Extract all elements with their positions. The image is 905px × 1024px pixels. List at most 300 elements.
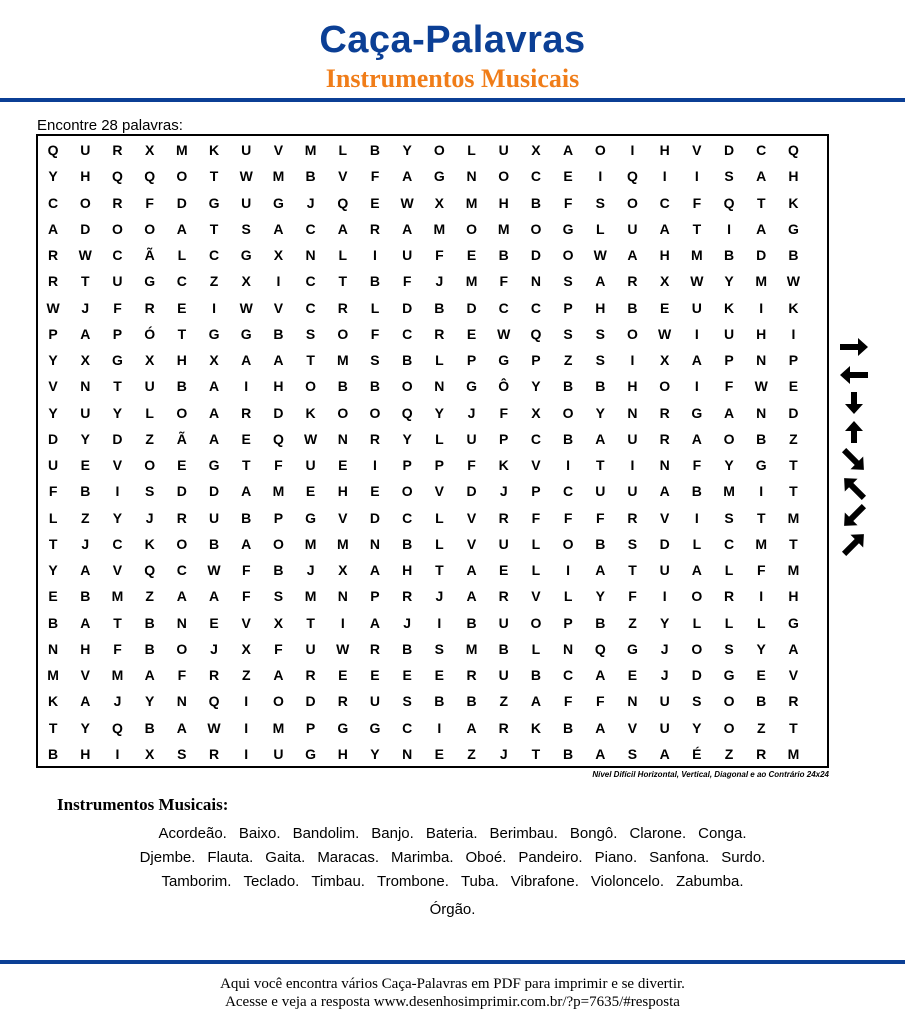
grid-cell: M bbox=[755, 535, 768, 552]
grid-cell: F bbox=[274, 640, 283, 657]
grid-cell: H bbox=[659, 247, 670, 264]
grid-cell: B bbox=[723, 247, 735, 264]
grid-cell: F bbox=[692, 457, 702, 474]
grid-cell: T bbox=[692, 220, 702, 237]
grid-cell: D bbox=[80, 220, 91, 237]
grid-cell: Y bbox=[531, 378, 541, 395]
grid-cell: U bbox=[80, 142, 91, 159]
grid-cell: I bbox=[694, 509, 699, 526]
grid-cell: Q bbox=[112, 168, 123, 185]
grid-cell: B bbox=[466, 614, 477, 631]
grid-cell: R bbox=[466, 667, 477, 684]
grid-cell: A bbox=[273, 667, 284, 684]
grid-cell: P bbox=[48, 325, 58, 342]
grid-cell: B bbox=[241, 509, 252, 526]
grid-cell: A bbox=[208, 378, 220, 395]
grid-cell: Y bbox=[112, 509, 123, 526]
grid-cell: N bbox=[402, 745, 413, 762]
word-item: Oboé. bbox=[465, 849, 507, 866]
grid-cell: A bbox=[402, 220, 413, 237]
grid-cell: Y bbox=[48, 168, 58, 185]
grid-cell: L bbox=[563, 588, 573, 605]
grid-cell: P bbox=[788, 352, 799, 369]
bottom-divider bbox=[0, 960, 905, 964]
grid-cell: F bbox=[563, 693, 573, 710]
grid-cell: B bbox=[80, 483, 91, 500]
arrow-right-icon bbox=[838, 335, 870, 361]
grid-cell: O bbox=[659, 378, 671, 395]
grid-cell: X bbox=[659, 352, 670, 369]
grid-cell: L bbox=[724, 614, 734, 631]
grid-cell: S bbox=[177, 745, 187, 762]
grid-cell: L bbox=[756, 614, 766, 631]
grid-cell: S bbox=[627, 535, 638, 552]
grid-cell: É bbox=[692, 745, 702, 762]
grid-cell: F bbox=[563, 509, 573, 526]
arrow-down-left-icon bbox=[838, 504, 870, 530]
grid-cell: U bbox=[498, 614, 509, 631]
grid-cell: I bbox=[373, 457, 377, 474]
grid-cell: I bbox=[630, 142, 635, 159]
grid-cell: F bbox=[435, 247, 444, 264]
grid-cell: R bbox=[369, 430, 381, 447]
grid-cell: B bbox=[369, 273, 381, 290]
word-list-line bbox=[40, 898, 865, 922]
grid-cell: X bbox=[144, 352, 155, 369]
grid-cell: L bbox=[531, 562, 541, 579]
grid-cell: O bbox=[144, 457, 156, 474]
grid-cell: B bbox=[595, 378, 606, 395]
grid-cell: V bbox=[48, 378, 58, 395]
grid-cell: F bbox=[756, 562, 766, 579]
grid-cell: A bbox=[208, 588, 220, 605]
grid-cell: O bbox=[401, 483, 413, 500]
grid-cell: I bbox=[759, 588, 764, 605]
grid-cell: M bbox=[336, 352, 349, 369]
grid-cell: B bbox=[563, 378, 574, 395]
grid-cell: N bbox=[466, 168, 477, 185]
grid-cell: G bbox=[144, 273, 156, 290]
grid-cell: Q bbox=[530, 325, 542, 342]
grid-cell: U bbox=[305, 457, 316, 474]
grid-cell: T bbox=[306, 614, 315, 631]
grid-cell: L bbox=[467, 142, 476, 159]
grid-cell: A bbox=[691, 430, 702, 447]
grid-cell: E bbox=[434, 745, 445, 762]
grid-cell: R bbox=[112, 142, 123, 159]
grid-cell: H bbox=[80, 640, 91, 657]
grid-cell: M bbox=[465, 194, 478, 211]
grid-cell: E bbox=[627, 667, 638, 684]
grid-cell: Y bbox=[724, 273, 734, 290]
grid-cell: H bbox=[80, 168, 91, 185]
grid-cell: Ô bbox=[498, 378, 510, 395]
grid-cell: I bbox=[115, 483, 120, 500]
grid-cell: P bbox=[724, 352, 734, 369]
grid-cell: B bbox=[369, 142, 381, 159]
grid-cell: L bbox=[338, 142, 348, 159]
grid-cell: E bbox=[177, 299, 187, 316]
grid-cell: J bbox=[403, 614, 412, 631]
grid-cell: C bbox=[563, 483, 574, 500]
letter-grid bbox=[36, 137, 810, 767]
grid-cell: P bbox=[305, 719, 316, 736]
grid-cell: N bbox=[756, 404, 767, 421]
grid-cell: E bbox=[402, 667, 412, 684]
grid-cell: B bbox=[144, 640, 155, 657]
grid-cell: H bbox=[80, 745, 91, 762]
grid-cell: Z bbox=[145, 430, 154, 447]
grid-cell: Z bbox=[724, 745, 734, 762]
grid-cell: B bbox=[80, 588, 91, 605]
grid-cell: B bbox=[627, 299, 638, 316]
grid-cell: B bbox=[402, 352, 413, 369]
grid-cell: J bbox=[435, 273, 444, 290]
grid-cell: O bbox=[272, 693, 284, 710]
grid-cell: X bbox=[80, 352, 90, 369]
word-item: Baixo. bbox=[238, 825, 281, 842]
grid-cell: U bbox=[498, 667, 509, 684]
word-item: Piano. bbox=[594, 849, 638, 866]
grid-cell: R bbox=[498, 719, 509, 736]
grid-cell: C bbox=[402, 719, 413, 736]
grid-cell: A bbox=[595, 667, 606, 684]
grid-cell: O bbox=[530, 614, 542, 631]
grid-cell: W bbox=[303, 430, 318, 447]
grid-cell: W bbox=[78, 247, 92, 264]
page-title: Caça-Palavras bbox=[319, 19, 586, 61]
grid-cell: Ã bbox=[144, 247, 155, 264]
grid-cell: D bbox=[112, 430, 123, 447]
grid-cell: I bbox=[759, 299, 764, 316]
grid-cell: T bbox=[48, 535, 58, 552]
grid-cell: Z bbox=[563, 352, 573, 369]
grid-cell: B bbox=[273, 562, 284, 579]
grid-cell: G bbox=[208, 194, 220, 211]
grid-cell: Y bbox=[48, 404, 58, 421]
grid-cell: O bbox=[176, 168, 188, 185]
grid-cell: I bbox=[340, 614, 345, 631]
grid-cell: M bbox=[787, 509, 800, 526]
grid-cell: W bbox=[239, 168, 253, 185]
grid-cell: E bbox=[370, 194, 380, 211]
grid-cell: C bbox=[208, 247, 220, 264]
grid-cell: I bbox=[598, 168, 603, 185]
grid-cell: M bbox=[787, 745, 800, 762]
grid-cell: M bbox=[111, 588, 124, 605]
grid-cell: R bbox=[402, 588, 413, 605]
grid-cell: X bbox=[144, 745, 155, 762]
grid-cell: M bbox=[723, 483, 735, 500]
grid-cell: G bbox=[723, 667, 735, 684]
grid-cell: C bbox=[756, 142, 767, 159]
grid-cell: U bbox=[369, 693, 381, 710]
grid-cell: U bbox=[595, 483, 606, 500]
grid-cell: A bbox=[369, 562, 381, 579]
grid-cell: U bbox=[48, 457, 59, 474]
word-item: Banjo. bbox=[371, 825, 414, 842]
grid-cell: O bbox=[112, 220, 123, 237]
grid-cell: B bbox=[595, 535, 606, 552]
grid-cell: L bbox=[435, 535, 444, 552]
grid-cell: A bbox=[627, 247, 638, 264]
grid-cell: I bbox=[437, 719, 442, 736]
grid-cell: U bbox=[80, 404, 91, 421]
grid-cell: J bbox=[306, 194, 315, 211]
grid-cell: A bbox=[723, 404, 735, 421]
grid-cell: M bbox=[787, 562, 800, 579]
grid-cell: Y bbox=[434, 404, 445, 421]
grid-cell: D bbox=[723, 142, 735, 159]
grid-cell: O bbox=[562, 535, 574, 552]
grid-cell: L bbox=[48, 509, 58, 526]
grid-cell: E bbox=[209, 614, 219, 631]
grid-cell: F bbox=[370, 325, 380, 342]
grid-cell: G bbox=[240, 325, 252, 342]
grid-cell: T bbox=[789, 535, 798, 552]
grid-cell: R bbox=[208, 667, 220, 684]
grid-cell: F bbox=[563, 194, 573, 211]
grid-cell: P bbox=[499, 430, 509, 447]
grid-cell: A bbox=[691, 352, 702, 369]
grid-cell: F bbox=[113, 640, 122, 657]
grid-cell: F bbox=[370, 168, 380, 185]
grid-cell: G bbox=[240, 247, 252, 264]
grid-cell: A bbox=[241, 535, 252, 552]
grid-cell: T bbox=[789, 719, 798, 736]
grid-cell: L bbox=[177, 247, 187, 264]
grid-cell: F bbox=[145, 194, 154, 211]
grid-cell: D bbox=[273, 404, 284, 421]
grid-cell: A bbox=[273, 352, 284, 369]
grid-cell: R bbox=[241, 404, 252, 421]
grid-cell: D bbox=[530, 247, 541, 264]
grid-cell: M bbox=[336, 535, 349, 552]
grid-cell: Z bbox=[81, 509, 90, 526]
grid-cell: A bbox=[273, 220, 284, 237]
grid-cell: Q bbox=[627, 168, 638, 185]
grid-cell: T bbox=[113, 614, 122, 631]
grid-cell: B bbox=[305, 168, 316, 185]
grid-cell: L bbox=[531, 535, 541, 552]
grid-cell: C bbox=[723, 535, 735, 552]
grid-cell: Y bbox=[595, 588, 605, 605]
grid-cell: O bbox=[466, 220, 477, 237]
grid-cell: D bbox=[659, 535, 670, 552]
grid-cell: Z bbox=[467, 745, 476, 762]
grid-cell: D bbox=[691, 667, 702, 684]
grid-cell: W bbox=[336, 640, 350, 657]
grid-cell: B bbox=[563, 719, 574, 736]
grid-cell: W bbox=[497, 325, 511, 342]
grid-cell: W bbox=[658, 325, 672, 342]
grid-cell: E bbox=[466, 247, 477, 264]
grid-cell: B bbox=[756, 693, 767, 710]
grid-cell: Q bbox=[337, 194, 349, 211]
grid-cell: A bbox=[369, 614, 381, 631]
grid-cell: R bbox=[788, 693, 799, 710]
grid-cell: F bbox=[402, 273, 412, 290]
grid-cell: K bbox=[144, 535, 155, 552]
grid-cell: Y bbox=[112, 404, 123, 421]
grid-cell: G bbox=[466, 378, 477, 395]
word-list-title: Instrumentos Musicais: bbox=[57, 795, 229, 814]
grid-cell: M bbox=[304, 588, 317, 605]
grid-cell: C bbox=[112, 535, 123, 552]
word-list-line bbox=[40, 846, 865, 870]
grid-cell: H bbox=[176, 352, 187, 369]
grid-cell: X bbox=[659, 273, 670, 290]
grid-cell: S bbox=[273, 588, 284, 605]
grid-cell: W bbox=[46, 299, 60, 316]
word-item: Bandolim. bbox=[292, 825, 360, 842]
grid-cell: Y bbox=[402, 430, 412, 447]
grid-cell: H bbox=[402, 562, 413, 579]
grid-cell: Y bbox=[659, 614, 670, 631]
grid-cell: E bbox=[466, 325, 477, 342]
grid-cell: V bbox=[434, 483, 445, 500]
instruction-text: Encontre 28 palavras: bbox=[37, 117, 183, 134]
grid-cell: U bbox=[627, 430, 638, 447]
grid-cell: O bbox=[401, 378, 413, 395]
grid-cell: A bbox=[659, 745, 670, 762]
grid-cell: H bbox=[756, 325, 767, 342]
grid-cell: W bbox=[207, 562, 221, 579]
top-divider bbox=[0, 98, 905, 102]
grid-cell: A bbox=[337, 220, 348, 237]
grid-cell: A bbox=[659, 483, 670, 500]
grid-cell: X bbox=[531, 404, 541, 421]
grid-cell: Y bbox=[48, 562, 58, 579]
grid-cell: P bbox=[370, 588, 380, 605]
grid-cell: D bbox=[466, 299, 477, 316]
grid-cell: M bbox=[272, 168, 285, 185]
grid-cell: U bbox=[498, 142, 509, 159]
grid-cell: W bbox=[400, 194, 414, 211]
grid-cell: R bbox=[337, 299, 348, 316]
grid-cell: V bbox=[466, 509, 477, 526]
grid-cell: T bbox=[241, 457, 251, 474]
grid-cell: V bbox=[531, 588, 541, 605]
grid-cell: U bbox=[305, 640, 316, 657]
grid-cell: O bbox=[627, 325, 638, 342]
grid-cell: S bbox=[692, 693, 702, 710]
grid-cell: H bbox=[498, 194, 509, 211]
grid-cell: D bbox=[466, 483, 477, 500]
grid-cell: N bbox=[176, 614, 187, 631]
word-list-line bbox=[40, 822, 865, 846]
grid-cell: A bbox=[176, 588, 187, 605]
grid-cell: E bbox=[241, 430, 251, 447]
grid-cell: R bbox=[723, 588, 735, 605]
grid-cell: N bbox=[627, 693, 638, 710]
grid-cell: N bbox=[756, 352, 767, 369]
grid-cell: T bbox=[596, 457, 605, 474]
grid-cell: U bbox=[241, 194, 252, 211]
grid-cell: O bbox=[305, 378, 317, 395]
grid-cell: S bbox=[627, 745, 638, 762]
grid-cell: M bbox=[111, 667, 124, 684]
grid-cell: H bbox=[337, 745, 348, 762]
grid-cell: C bbox=[402, 509, 413, 526]
grid-cell: O bbox=[691, 640, 703, 657]
grid-cell: Z bbox=[789, 430, 798, 447]
grid-cell: N bbox=[80, 378, 91, 395]
word-item: Bateria. bbox=[425, 825, 478, 842]
grid-cell: R bbox=[305, 667, 316, 684]
grid-cell: F bbox=[724, 378, 734, 395]
grid-cell: L bbox=[596, 220, 605, 237]
grid-cell: C bbox=[530, 430, 541, 447]
grid-cell: B bbox=[756, 430, 767, 447]
grid-cell: I bbox=[727, 220, 731, 237]
grid-cell: V bbox=[80, 667, 90, 684]
grid-cell: C bbox=[402, 325, 413, 342]
grid-cell: N bbox=[337, 430, 348, 447]
grid-cell: G bbox=[305, 745, 317, 762]
grid-cell: N bbox=[434, 378, 445, 395]
grid-cell: E bbox=[338, 457, 348, 474]
grid-cell: U bbox=[627, 220, 638, 237]
grid-cell: F bbox=[531, 509, 541, 526]
grid-cell: P bbox=[402, 457, 412, 474]
grid-cell: T bbox=[209, 220, 219, 237]
grid-cell: S bbox=[370, 352, 380, 369]
grid-cell: B bbox=[144, 719, 155, 736]
grid-cell: S bbox=[724, 168, 734, 185]
grid-cell: P bbox=[466, 352, 477, 369]
grid-cell: C bbox=[176, 273, 187, 290]
grid-cell: M bbox=[691, 247, 703, 264]
grid-cell: E bbox=[499, 562, 509, 579]
grid-cell: A bbox=[595, 745, 606, 762]
word-item: Órgão. bbox=[429, 901, 476, 918]
grid-cell: U bbox=[273, 745, 284, 762]
arrow-up-icon bbox=[838, 420, 870, 446]
grid-cell: V bbox=[692, 142, 702, 159]
grid-cell: B bbox=[788, 247, 799, 264]
footer-link-line: Acesse e veja a resposta www.desenhosimprimir.com.br/?p=7635/#resposta bbox=[225, 994, 680, 1010]
grid-cell: V bbox=[338, 168, 348, 185]
grid-cell: R bbox=[756, 745, 767, 762]
grid-cell: J bbox=[499, 483, 508, 500]
grid-cell: C bbox=[112, 247, 123, 264]
grid-cell: I bbox=[694, 168, 699, 185]
grid-cell: Z bbox=[499, 693, 508, 710]
grid-cell: V bbox=[112, 562, 123, 579]
grid-cell: N bbox=[48, 640, 59, 657]
grid-cell: O bbox=[498, 168, 510, 185]
grid-cell: H bbox=[273, 378, 284, 395]
grid-cell: B bbox=[434, 693, 445, 710]
grid-cell: Y bbox=[80, 430, 90, 447]
word-item: Gaita. bbox=[265, 849, 306, 866]
grid-cell: T bbox=[531, 745, 541, 762]
grid-cell: I bbox=[566, 457, 571, 474]
grid-cell: T bbox=[48, 719, 58, 736]
grid-cell: R bbox=[659, 430, 670, 447]
grid-cell: O bbox=[627, 194, 638, 211]
grid-cell: R bbox=[369, 220, 381, 237]
word-item: Djembe. bbox=[139, 849, 196, 866]
grid-cell: Z bbox=[209, 273, 219, 290]
grid-cell: L bbox=[145, 404, 154, 421]
grid-cell: Q bbox=[787, 142, 799, 159]
grid-cell: B bbox=[691, 483, 702, 500]
grid-cell: I bbox=[759, 483, 764, 500]
grid-cell: K bbox=[723, 299, 735, 316]
word-item: Bongô. bbox=[569, 825, 618, 842]
